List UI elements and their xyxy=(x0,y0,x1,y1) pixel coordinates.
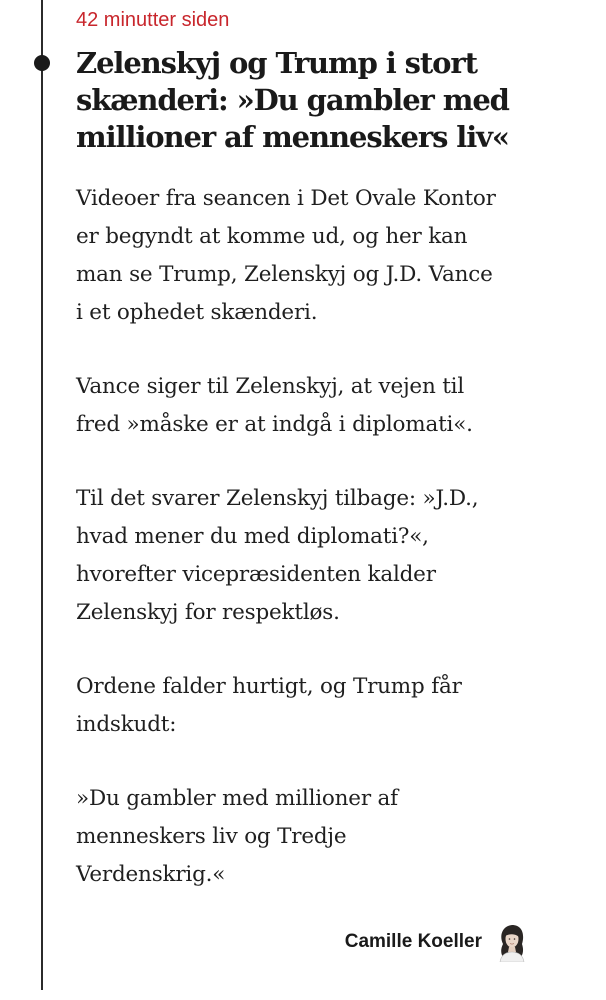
body-paragraph xyxy=(76,668,576,744)
body-paragraph xyxy=(76,480,576,632)
timeline-line xyxy=(41,0,43,990)
headline-line: skænderi: »Du gambler med xyxy=(76,83,509,117)
author-name[interactable]: Camille Koeller xyxy=(344,931,482,952)
paragraph-line: indskudt: xyxy=(76,712,177,737)
paragraph-line: hvorefter vicepræsidenten kalder xyxy=(76,562,436,587)
headline-line: Zelenskyj og Trump i stort xyxy=(76,46,477,80)
paragraph-line: hvad mener du med diplomati?«, xyxy=(76,524,429,549)
paragraph-line: Til det svarer Zelenskyj tilbage: »J.D., xyxy=(76,486,479,511)
paragraph-line: Ordene falder hurtigt, og Trump får xyxy=(76,674,462,699)
body-paragraph xyxy=(76,780,576,894)
body-paragraph xyxy=(76,368,576,444)
timeline-dot xyxy=(34,55,50,71)
paragraph-line: er begyndt at komme ud, og her kan xyxy=(76,224,468,249)
paragraph-line: i et ophedet skænderi. xyxy=(76,300,318,325)
paragraph-line: man se Trump, Zelenskyj og J.D. Vance xyxy=(76,262,493,287)
paragraph-line: menneskers liv og Tredje xyxy=(76,824,347,849)
author-byline[interactable] xyxy=(345,922,530,962)
author-portrait-icon[interactable] xyxy=(494,922,530,962)
body-paragraph xyxy=(76,180,576,332)
paragraph-line: »Du gambler med millioner af xyxy=(76,786,398,811)
entry-body xyxy=(76,180,576,930)
paragraph-line: fred »måske er at indgå i diplomati«. xyxy=(76,412,473,437)
paragraph-line: Verdenskrig.« xyxy=(76,862,226,887)
entry-headline[interactable] xyxy=(76,45,586,156)
entry-timestamp: 42 minutter siden xyxy=(76,9,230,31)
paragraph-line: Zelenskyj for respektløs. xyxy=(76,600,340,625)
headline-line: millioner af menneskers liv« xyxy=(76,120,509,154)
paragraph-line: Vance siger til Zelenskyj, at vejen til xyxy=(76,374,465,399)
paragraph-line: Videoer fra seancen i Det Ovale Kontor xyxy=(76,186,496,211)
